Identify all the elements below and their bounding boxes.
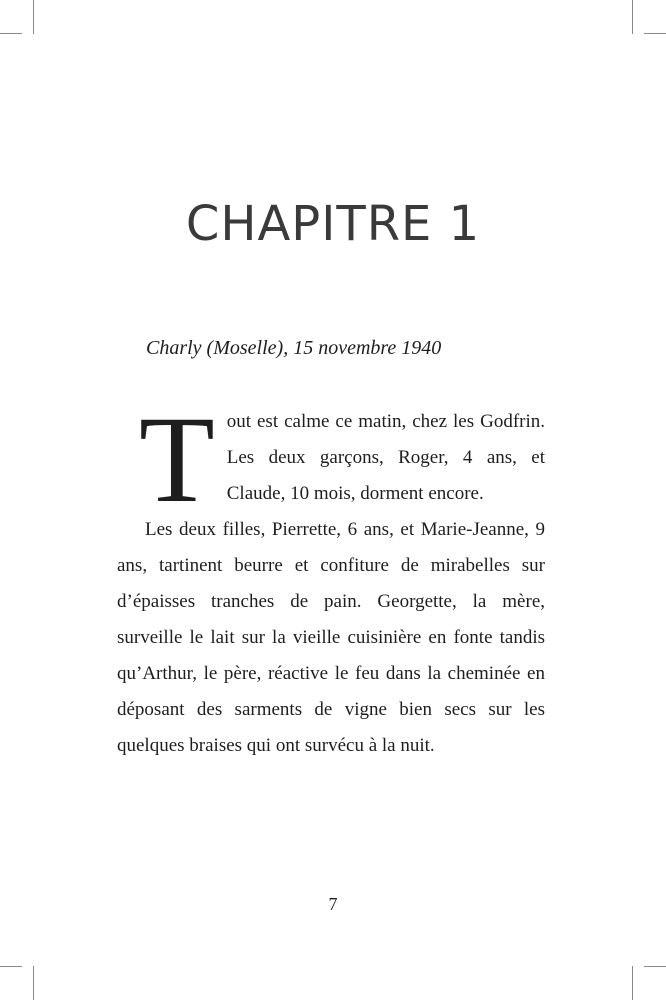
crop-mark-top-left xyxy=(33,0,34,34)
paragraph-2: Les deux filles, Pierrette, 6 ans, et Marie-Jeanne, 9 ans, tartinent beurre et confiture de mirabelles sur d’épaisses tranches de pain. Georgette, la mère, surveille le lait sur la vieille cuisinière en fonte tandis qu’Arthur, le père, réactive le feu dans la cheminée en déposant des sarments de vigne bien secs sur les quelques braises qui ont survécu à la nuit. xyxy=(117,519,545,756)
crop-mark-bottom-left-horizontal xyxy=(0,966,22,967)
crop-mark-bottom-right-horizontal xyxy=(644,966,666,967)
crop-mark-top-right-horizontal xyxy=(644,33,666,34)
crop-mark-top-left-horizontal xyxy=(0,33,22,34)
crop-mark-bottom-right xyxy=(632,966,633,1000)
chapter-body xyxy=(117,391,545,764)
paragraph-1 xyxy=(117,391,545,528)
crop-mark-bottom-left xyxy=(33,966,34,1000)
crop-mark-top-right xyxy=(632,0,633,34)
chapter-title: CHAPITRE 1 xyxy=(185,196,481,252)
dateline: Charly (Moselle), 15 novembre 1940 xyxy=(146,337,442,359)
paragraph-1-text: out est calme ce matin, chez les Godfrin. Les deux garçons, Roger, 4 ans, et Claude, 10 mois, dorment encore. xyxy=(226,411,545,504)
page-number: 7 xyxy=(328,894,338,914)
drop-cap: T xyxy=(139,391,215,528)
